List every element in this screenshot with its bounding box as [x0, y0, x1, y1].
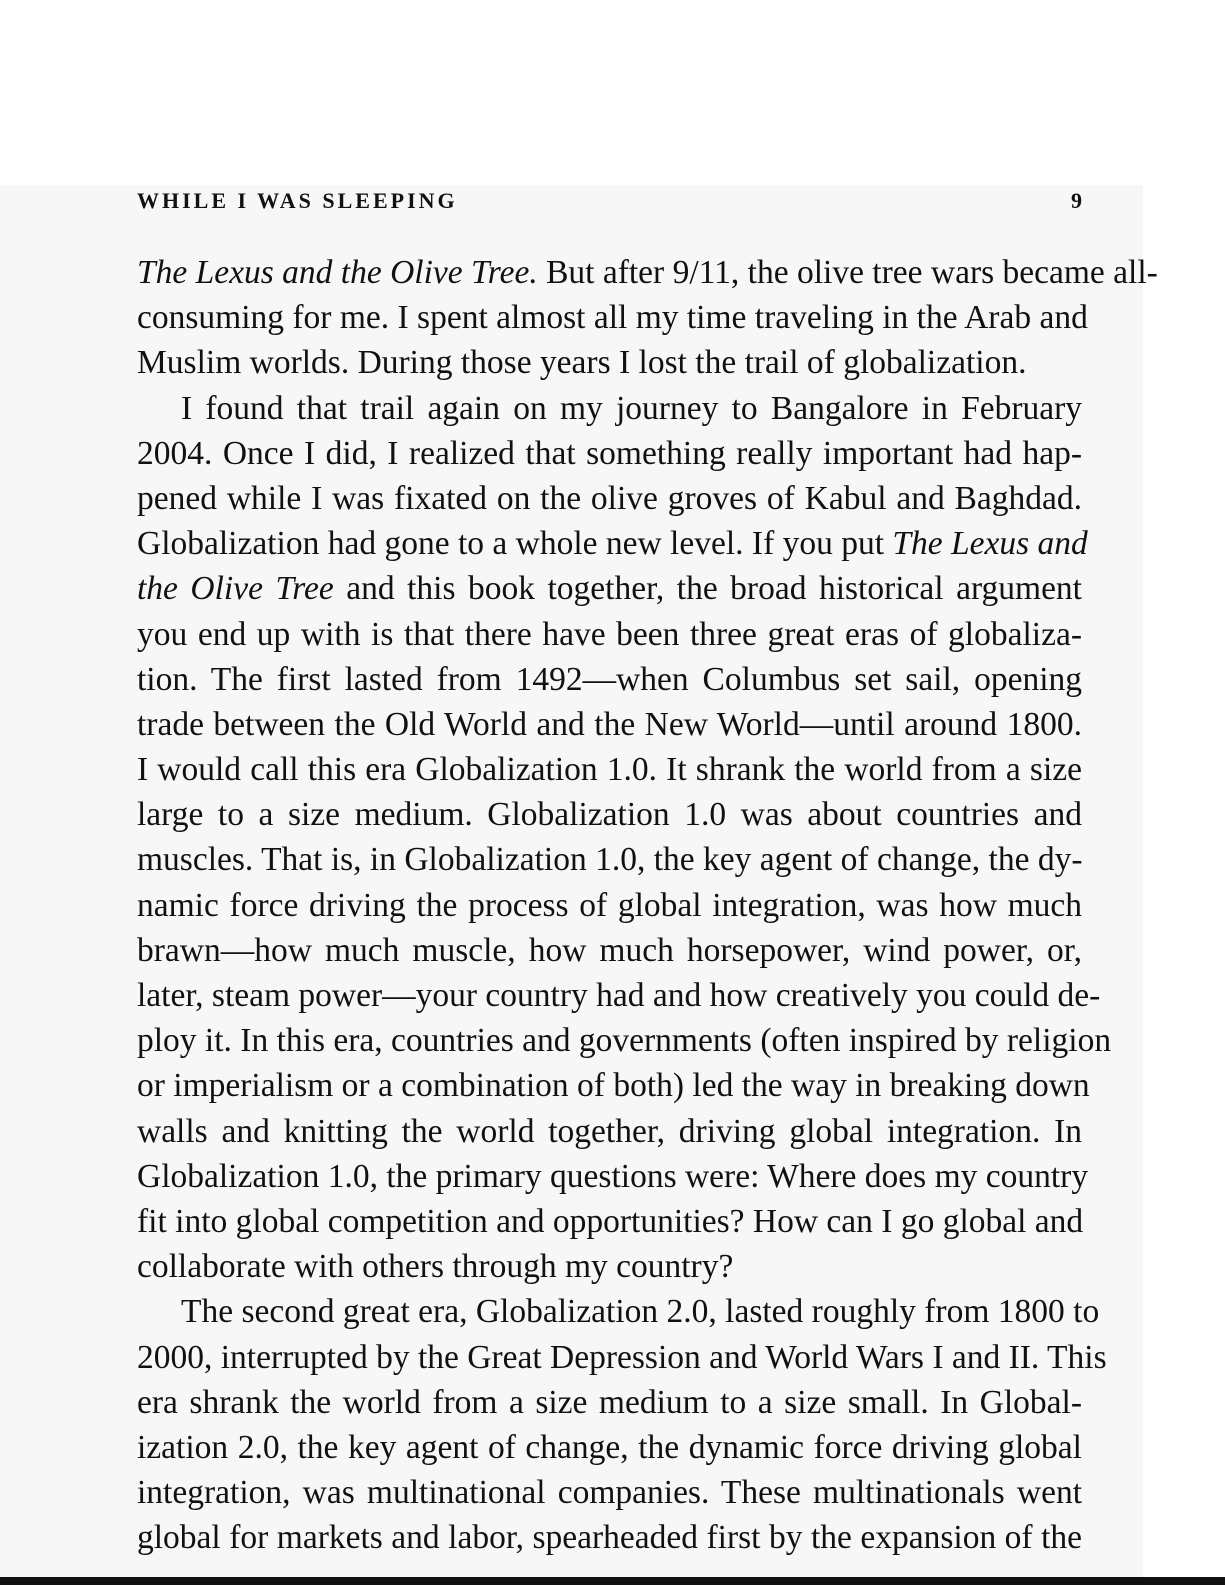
text-segment: consuming for me. I spent almost all my time traveling in the Arab and [137, 299, 1088, 337]
text-line [137, 792, 1082, 837]
text-line [137, 928, 1082, 973]
text-segment: integration, was multinational companies. These multinationals went [137, 1474, 1082, 1512]
text-line [137, 1515, 1082, 1560]
text-segment: fit into global competition and opportunities? How can I go global and [137, 1202, 1084, 1240]
text-segment: brawn—how much muscle, how much horsepower, wind power, or, [137, 931, 1082, 969]
text-segment: ploy it. In this era, countries and governments (often inspired by religion [137, 1022, 1112, 1060]
italic-title: The Lexus and [892, 525, 1088, 563]
text-segment: and this book together, the broad historical argument [333, 570, 1082, 608]
text-line [137, 1425, 1082, 1470]
text-segment: Globalization had gone to a whole new level. If you put [137, 525, 893, 563]
text-segment: era shrank the world from a size medium to a size small. In Global- [137, 1383, 1082, 1421]
text-segment: muscles. That is, in Globalization 1.0, the key agent of change, the dy- [137, 841, 1083, 879]
text-segment: you end up with is that there have been three great eras of globaliza- [137, 615, 1082, 653]
text-line [137, 1244, 1082, 1289]
text-segment: walls and knitting the world together, driving global integration. In [137, 1112, 1082, 1150]
text-line [137, 295, 1088, 340]
text-segment: collaborate with others through my country? [137, 1248, 734, 1286]
text-segment: I would call this era Globalization 1.0. It shrank the world from a size [137, 751, 1082, 789]
text-segment: large to a size medium. Globalization 1.0 was about countries and [137, 796, 1082, 834]
text-line [137, 657, 1082, 702]
bottom-edge-bar [0, 1577, 1225, 1585]
text-line [137, 1063, 1090, 1108]
text-line [137, 386, 1082, 431]
text-segment: But after 9/11, the olive tree wars became all- [537, 254, 1158, 291]
text-segment: later, steam power—your country had and how creatively you could de- [137, 977, 1101, 1014]
text-segment: global for markets and labor, spearheaded first by the expansion of the [137, 1519, 1082, 1557]
text-line [137, 431, 1082, 476]
italic-title: The Lexus and the Olive Tree. [137, 254, 538, 291]
text-line [137, 973, 1101, 1018]
text-line [137, 747, 1082, 792]
text-line [137, 566, 1082, 611]
text-line [137, 1335, 1107, 1380]
text-line [137, 1470, 1082, 1515]
text-line [137, 883, 1082, 928]
running-title: WHILE I WAS SLEEPING [137, 188, 458, 213]
text-line [137, 1289, 1100, 1334]
text-segment: The second great era, Globalization 2.0, lasted roughly from 1800 to [181, 1293, 1100, 1331]
text-line [137, 521, 1088, 566]
text-segment: trade between the Old World and the New World—until around 1800. [137, 705, 1082, 743]
text-line [137, 1199, 1082, 1244]
text-line [137, 702, 1082, 747]
text-line [137, 1154, 1089, 1199]
text-line [137, 1109, 1082, 1154]
text-segment: tion. The first lasted from 1492—when Columbus set sail, opening [137, 660, 1082, 698]
italic-title: the Olive Tree [137, 570, 334, 608]
text-line [137, 837, 1082, 882]
text-segment: or imperialism or a combination of both) led the way in breaking down [137, 1067, 1090, 1105]
text-segment: Globalization 1.0, the primary questions were: Where does my country [137, 1157, 1089, 1195]
text-line [137, 476, 1082, 521]
text-line [137, 612, 1082, 657]
body-text [137, 250, 1158, 1560]
running-head [137, 186, 1082, 216]
text-line [137, 250, 1158, 295]
text-line [137, 1380, 1082, 1425]
page-number: 9 [1071, 188, 1082, 213]
text-segment: I found that trail again on my journey to Bangalore in February [181, 389, 1082, 427]
text-line [137, 1018, 1112, 1063]
text-segment: namic force driving the process of global integration, was how much [137, 886, 1082, 924]
text-segment: 2000, interrupted by the Great Depression and World Wars I and II. This [137, 1338, 1107, 1376]
text-line [137, 340, 1082, 385]
text-segment: 2004. Once I did, I realized that something really important had hap- [137, 434, 1082, 472]
text-segment: ization 2.0, the key agent of change, the dynamic force driving global [137, 1428, 1082, 1466]
text-segment: Muslim worlds. During those years I lost the trail of globalization. [137, 344, 1027, 382]
text-segment: pened while I was fixated on the olive groves of Kabul and Baghdad. [137, 479, 1082, 517]
